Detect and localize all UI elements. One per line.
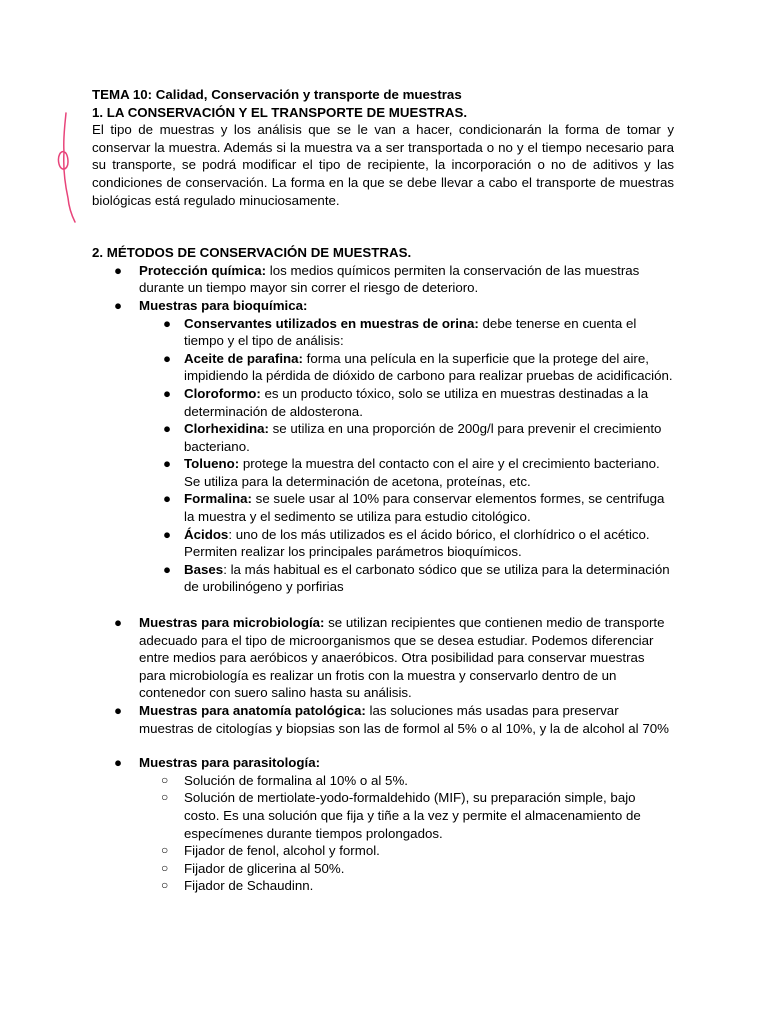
section-2-list [92,262,674,895]
item-term: Tolueno: [184,456,240,472]
bullet-icon: ● [114,703,123,718]
item-term: Formalina: [184,491,252,507]
bullet-icon: ● [114,262,123,278]
item-term: Aceite de parafina: [184,350,303,366]
item-text: Solución de formalina al 10% o al 5%. [184,772,408,788]
bullet-icon: ● [114,297,123,313]
list-item-bioquimica [92,297,674,614]
item-text: : la más habitual es el carbonato sódico que se utiliza para la determinación de urobilinógeno y porfirias [184,561,670,595]
circle-bullet-icon: ○ [161,843,169,858]
item-term: Muestras para microbiología: [139,615,325,631]
sublist-item [138,420,674,455]
sublist-item [138,350,674,385]
document-page [92,86,674,895]
item-text: se utiliza en una proporción de 200g/l para prevenir el crecimiento bacteriano. [184,421,662,454]
item-term: Bases [184,561,224,577]
circle-bullet-icon: ○ [161,790,169,805]
sublist-item [138,860,674,878]
item-term: Muestras para bioquímica: [139,297,308,313]
bullet-icon: ● [163,456,172,472]
sublist-item [138,385,674,420]
bullet-icon: ● [114,615,123,631]
item-text: Fijador de Schaudinn. [184,878,314,894]
sublist-item [138,315,674,350]
sublist-item [138,772,674,790]
item-text: protege la muestra del contacto con el aire y el crecimiento bacteriano. Se utiliza para la determinación de acetona, proteínas, etc. [184,456,660,489]
bullet-icon: ● [163,385,172,401]
sublist-item [138,789,674,842]
sublist-item [138,842,674,860]
item-text: es un producto tóxico, solo se utiliza en muestras destinadas a la determinación de aldosterona. [184,385,649,419]
parasitologia-sublist [138,772,674,895]
item-term: Ácidos [184,526,229,542]
bioquimica-sublist [138,315,674,597]
circle-bullet-icon: ○ [161,772,169,787]
sublist-item [138,526,674,561]
list-item-anatomia-patologica [92,702,674,754]
item-term: Conservantes utilizados en muestras de orina: [184,315,479,331]
sublist-item [138,561,674,596]
bullet-icon: ● [163,350,172,366]
item-text: Fijador de glicerina al 50%. [184,860,345,876]
bullet-icon: ● [163,491,172,507]
bullet-icon: ● [163,421,172,437]
sublist-item [138,490,674,525]
section-2-heading: 2. MÉTODOS DE CONSERVACIÓN DE MUESTRAS. [92,245,412,261]
item-term: Muestras para anatomía patológica: [139,703,366,718]
item-text: se suele usar al 10% para conservar elementos formes, se centrifuga la muestra y el sedimento se utiliza para estudio citológico. [184,491,665,525]
list-item-parasitologia [92,754,674,895]
item-text: debe tenerse en cuenta el tiempo y el tipo de análisis: [184,315,637,349]
item-term: Clorhexidina: [184,421,269,437]
document-title: TEMA 10: Calidad, Conservación y transporte de muestras [92,87,462,102]
bullet-icon: ● [163,315,172,331]
bullet-icon: ● [163,526,172,542]
sublist-item [138,455,674,490]
circle-bullet-icon: ○ [161,860,169,875]
item-text: forma una película en la superficie que la protege del aire, impidiendo la pérdida de dióxido de carbono para realizar pruebas de acidificación. [184,350,673,384]
handwritten-annotation [56,112,82,224]
list-item-proteccion-quimica [92,262,674,297]
item-text: los medios químicos permiten la conservación de las muestras durante un tiempo mayor sin correr el riesgo de deterioro. [139,262,640,296]
sublist-item [138,877,674,895]
item-term: Muestras para parasitología: [139,755,321,771]
section-1-heading: 1. LA CONSERVACIÓN Y EL TRANSPORTE DE MUESTRAS. [92,104,468,120]
item-text: se utilizan recipientes que contienen medio de transporte adecuado para el tipo de microorganismos que se desea estudiar. Podemos diferenciar entre medios para aeróbicos y anaeróbicos. Otra posibilidad para conservar muestras para microbiología es realizar un frotis con la muestra y conservarlo dentro de un contenedor con suero salino hasta su análisis. [139,615,665,701]
bullet-icon: ● [163,561,172,577]
circle-bullet-icon: ○ [161,878,169,893]
item-term: Cloroformo: [184,385,261,401]
bullet-icon: ● [114,755,123,771]
item-text: Solución de mertiolate-yodo-formaldehido (MIF), su preparación simple, bajo costo. Es una solución que fija y tiñe a la vez y permite el almacenamiento de especímenes durante tiempos prolongados. [184,790,641,841]
section-1-paragraph: El tipo de muestras y los análisis que se le van a hacer, condicionarán la forma de tomar y conservar la muestra. Además si la muestra va a ser transportada o no y el tiempo necesario para su transporte, se podrá modificar el tipo de recipiente, la incorporación o no de aditivos y las condiciones de conservación. La forma en la que se debe llevar a cabo el transporte de muestras biológicas está regulado minuciosamente. [92,122,674,208]
item-term: Protección química: [139,262,267,278]
item-text: : uno de los más utilizados es el ácido bórico, el clorhídrico o el acético. Permiten realizar los principales parámetros bioquímicos. [184,526,650,560]
list-item-microbiologia [92,614,674,702]
item-text: Fijador de fenol, alcohol y formol. [184,843,380,859]
item-text: las soluciones más usadas para preservar muestras de citologías y biopsias son las de formol al 5% o al 10%, y la de alcohol al 70% [139,703,669,736]
